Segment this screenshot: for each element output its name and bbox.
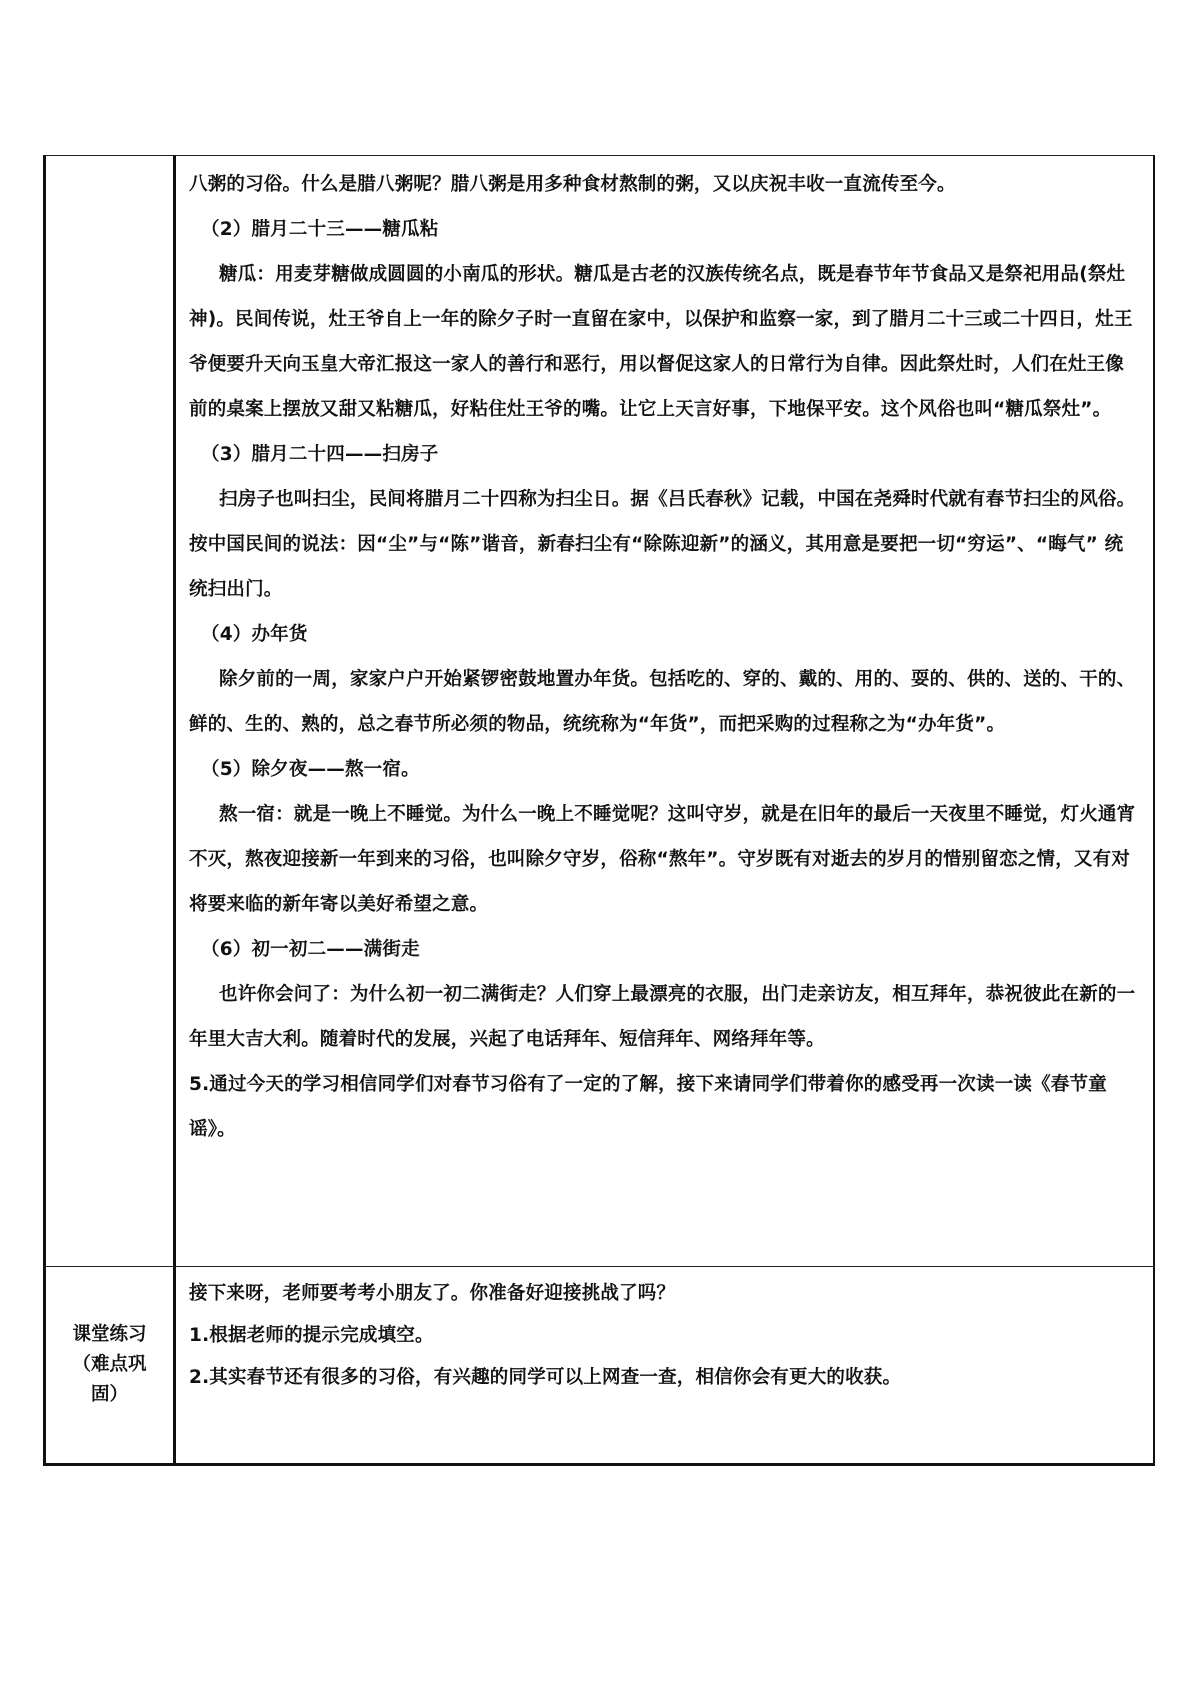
lesson-table — [43, 155, 1155, 1466]
row-label-empty — [45, 156, 175, 1267]
classroom-practice-label — [46, 1267, 173, 1463]
paragraph-practice-1: 1.根据老师的提示完成填空。 — [189, 1325, 434, 1346]
paragraph-laba-congee: 八粥的习俗。什么是腊八粥呢？腊八粥是用多种食材熬制的粥，又以庆祝丰收一直流传至今。 — [189, 174, 956, 195]
heading-nianhuo: （4）办年货 — [201, 624, 308, 645]
row-label-classroom-practice — [45, 1267, 175, 1465]
paragraph-nianhuo: 除夕前的一周，家家户户开始紧锣密鼓地置办年货。包括吃的、穿的、戴的、用的、耍的、供的、送的、干的、鲜的、生的、熟的，总之春节所必须的物品，统统称为“年货”，而把采购的过程称之为“办年货”。 — [189, 669, 1136, 735]
label-line: 固） — [90, 1384, 128, 1405]
paragraph-bainian: 也许你会问了：为什么初一初二满街走？人们穿上最漂亮的衣服，出门走亲访友，相互拜年，恭祝彼此在新的一年里大吉大利。随着时代的发展，兴起了电话拜年、短信拜年、网络拜年等。 — [189, 984, 1136, 1050]
paragraph-shousui: 熬一宿：就是一晚上不睡觉。为什么一晚上不睡觉呢？这叫守岁，就是在旧年的最后一天夜里不睡觉，灯火通宵不灭，熬夜迎接新一年到来的习俗，也叫除夕守岁，俗称“熬年”。守岁既有对逝去的岁月的惜别留恋之情，又有对将要来临的新年寄以美好希望之意。 — [189, 804, 1136, 915]
table-row-classroom-practice — [45, 1267, 1155, 1465]
paragraph-tanggua: 糖瓜：用麦芽糖做成圆圆的小南瓜的形状。糖瓜是古老的汉族传统名点，既是春节年节食品又是祭祀用品(祭灶神)。民间传说，灶王爷自上一年的除夕子时一直留在家中，以保护和监察一家，到了腊月二十三或二十四日，灶王爷便要升天向玉皇大帝汇报这一家人的善行和恶行，用以督促这家人的日常行为自律。因此祭灶时，人们在灶王像前的桌案上摆放又甜又粘糖瓜，好粘住灶王爷的嘴。让它上天言好事，下地保平安。这个风俗也叫“糖瓜祭灶”。 — [189, 264, 1133, 420]
paragraph-practice-intro: 接下来呀，老师要考考小朋友了。你准备好迎接挑战了吗？ — [189, 1283, 676, 1304]
customs-text — [176, 156, 1153, 1170]
label-line: 课堂练习 — [72, 1324, 147, 1345]
heading-manjiezou: （6）初一初二——满街走 — [201, 939, 420, 960]
heading-chuxi: （5）除夕夜——熬一宿。 — [201, 759, 420, 780]
practice-text — [176, 1267, 1153, 1417]
label-line: （难点巩 — [72, 1354, 147, 1375]
paragraph-saochen: 扫房子也叫扫尘，民间将腊月二十四称为扫尘日。据《吕氏春秋》记载，中国在尧舜时代就有春节扫尘的风俗。按中国民间的说法：因“尘”与“陈”谐音，新春扫尘有“除陈迎新”的涵义，其用意是要把一切“穷运”、“晦气” 统统扫出门。 — [189, 489, 1136, 600]
table-row-teaching-content — [45, 156, 1155, 1267]
heading-tangguazhan: （2）腊月二十三——糖瓜粘 — [201, 219, 439, 240]
row-label — [46, 156, 173, 1266]
heading-saofangzi: （3）腊月二十四——扫房子 — [201, 444, 439, 465]
paragraph-practice-2: 2.其实春节还有很多的习俗，有兴趣的同学可以上网查一查，相信你会有更大的收获。 — [189, 1367, 902, 1388]
lesson-plan-sheet — [43, 155, 1155, 1466]
content-cell-practice — [175, 1267, 1155, 1465]
paragraph-step-5: 5.通过今天的学习相信同学们对春节习俗有了一定的了解，接下来请同学们带着你的感受再一次读一读《春节童谣》。 — [189, 1074, 1107, 1140]
content-cell-customs — [175, 156, 1155, 1267]
